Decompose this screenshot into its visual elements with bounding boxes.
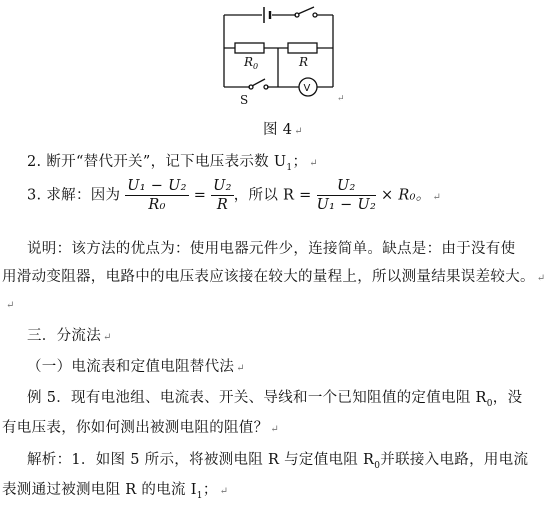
note-line-2: 用滑动变阻器，电路中的电压表应该接在较大的量程上，所以测量结果误差较大。 ↵ xyxy=(2,269,546,285)
note-line-1: 说明：该方法的优点为：使用电器元件少，连接简单。缺点是：由于没有使 xyxy=(27,241,516,257)
circuit-diagram xyxy=(0,0,555,120)
blank-paragraph-mark: ↵ xyxy=(6,300,15,311)
section-heading-current-divider: 三．分流法 ↵ xyxy=(27,328,112,344)
fraction-u2-over-r: $\frac{\text{U₂}}{R}$ xyxy=(213,178,232,213)
r0-label: $R_0$ xyxy=(244,55,259,71)
fraction-u1-minus-u2-over-r0: $\frac{\text{U₁ − U₂}}{\text{R₀}}$ xyxy=(127,178,187,213)
top-switch-blade xyxy=(298,7,314,14)
analysis-line-1: 解析：1．如图 5 所示，将被测电阻 R 与定值电阻 $R_0$并联接入电路，用电流 xyxy=(27,452,529,471)
bottom-switch-contact-right xyxy=(264,85,268,89)
step-2-line: 2. 断开“替代开关”，记下电压表示数 $U_1$； ↵ xyxy=(27,154,318,173)
example-5-line-2: 有电压表，你如何测出被测电阻的阻值？ ↵ xyxy=(2,420,280,436)
voltmeter-label: V xyxy=(303,83,311,94)
example-5-line-1: 例 5．现有电池组、电流表、开关、导线和一个已知阻值的定值电阻 $R_0$，没 xyxy=(27,390,523,409)
bottom-switch-blade xyxy=(252,79,265,86)
resistor-r0 xyxy=(235,43,264,53)
figure-caption: 图 4 ↵ xyxy=(263,122,303,138)
switch-label: S xyxy=(240,93,249,107)
subsection-heading: （一）电流表和定值电阻替代法 ↵ xyxy=(27,359,245,375)
analysis-line-2: 表测通过被测电阻 R 的电流 $I_1$； ↵ xyxy=(2,482,229,501)
figure-edit-mark: ↵ xyxy=(337,94,345,104)
edit-mark: ↵ xyxy=(294,126,303,137)
top-switch-contact-right xyxy=(313,13,317,17)
r-label: R xyxy=(299,55,309,69)
step-3-formula-line: 3. 求解：因为 $\frac{\text{U₁ − U₂}}{\text{R₀}}$ = $\frac{\text{U₂}}{R}$ ，所以 R = $\frac{\text{U₂}}{\text{U₁ − U₂}}$ × R₀。 ↵ xyxy=(27,178,442,213)
resistor-r xyxy=(288,43,317,53)
fraction-u2-over-u1-minus-u2: $\frac{\text{U₂}}{\text{U₁ − U₂}}$ xyxy=(316,178,377,213)
